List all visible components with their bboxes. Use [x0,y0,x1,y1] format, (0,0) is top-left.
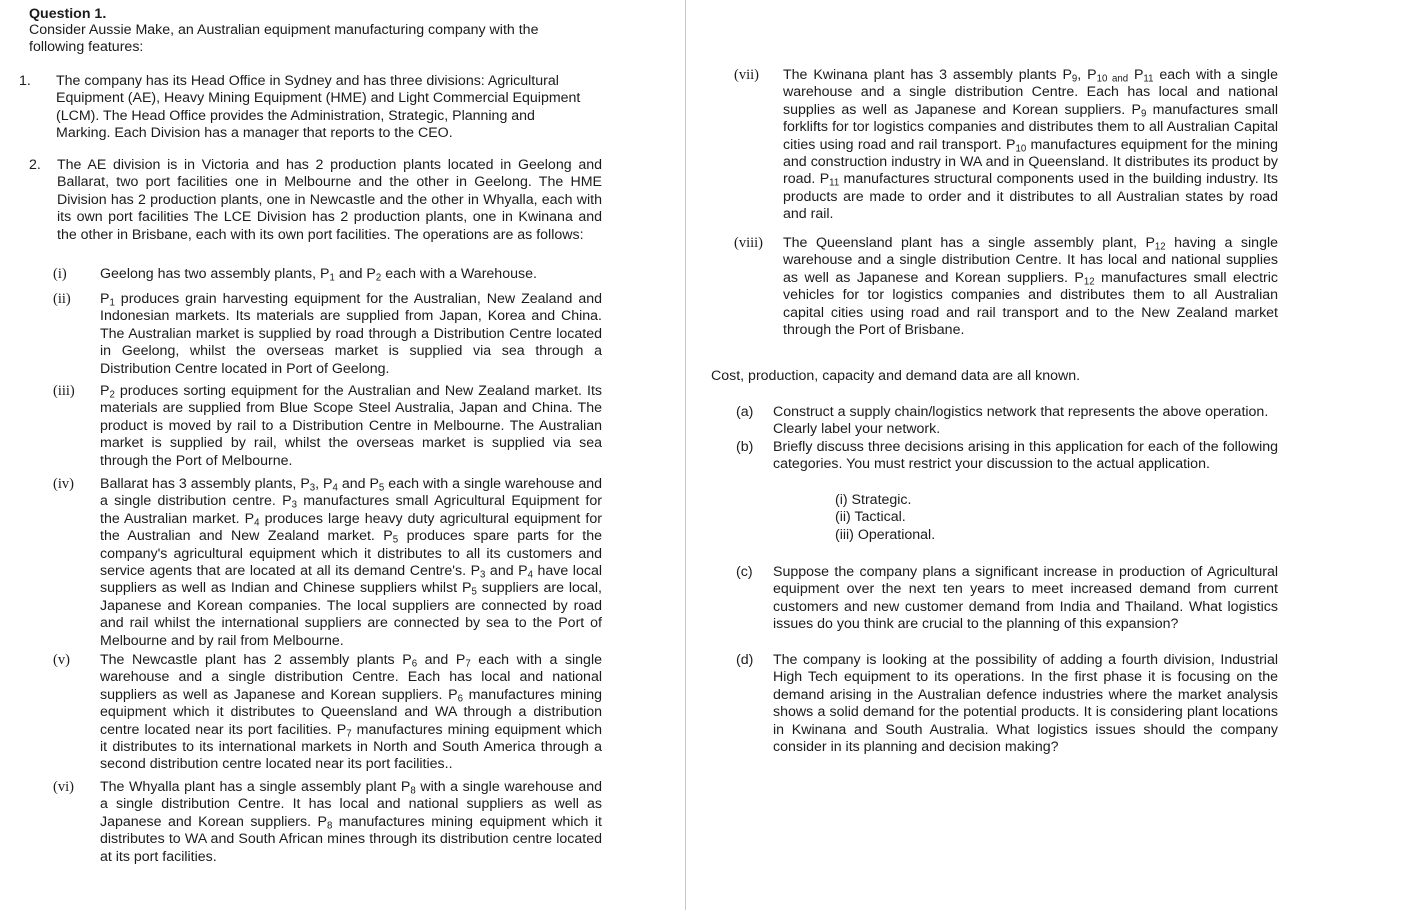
part-text: Construct a supply chain/logistics network that represents the above operation. Clearly label your network. [773,404,1269,438]
point-text: The company has its Head Office in Sydney and has three divisions: Agricultural Equipment (AE), Heavy Mining Equipment (HME) and Light Commercial Equipment (LCM). The Head Office provides the Administration, Strategic, Planning and Marking. Each Division has a manager that reports to the CEO. [56,73,581,142]
part-text: Suppose the company plans a significant increase in production of Agricultural equipment over the next ten years to meet increased demand from current customers and new customer demand from India and Thailand. What logistics issues do you think are crucial to the planning of this expansion? [773,564,1278,633]
known-data-statement: Cost, production, capacity and demand data are all known. [711,368,1081,384]
question-intro: Consider Aussie Make, an Australian equipment manufacturing company with the following features: [29,22,539,56]
item-text: $P_2$ produces sorting equipment for the Australian and New Zealand market. Its materials are supplied from Blue Scope Steel Australia, Japan and China. The product is moved by rail to a Distribution Centre in Melbourne. The Australian market is supplied by rail, whilst the overseas market is supplied via sea through the Port of Melbourne. [100,383,602,469]
item-text: The Newcastle plant has 2 assembly plants $P_6$ and $P_7$ each with a single warehouse and a single distribution Centre. Each has local and national suppliers as well as Japanese and Korean suppliers. $P_6$ manufactures mining equipment which it distributes to Queensland and WA through a distribution centre located near its port facilities. $P_7$ manufactures mining equipment which it distributes to its international markets in North and South America through a second distribution centre located near its port facilities.. [100,652,602,773]
point-number: 2. [29,157,41,173]
item-number: (vi) [53,779,74,795]
item-text: Geelong has two assembly plants, $P_1$ and $P_2$ each with a Warehouse. [100,266,537,284]
item-text: Ballarat has 3 assembly plants, $P_3$, $P_4$ and $P_5$ each with a single warehouse and a single distribution centre. $P_3$ manufactures small Agricultural Equipment for the Australian market. $P_4$ produces large heavy duty agricultural equipment for the Australian and New Zealand market. $P_5$ produces spare parts for the company's agricultural equipment which it distributes to all its customers and service agents that are located at all its demand Centre's. $P_3$ and $P_4$ have local suppliers as well as Indian and Chinese suppliers whilst $P_5$ suppliers are local, Japanese and Korean companies. The local suppliers are connected by road and rail whilst the international suppliers are connected by sea to the Port of Melbourne and by rail from Melbourne. [100,476,602,649]
item-text: The Kwinana plant has 3 assembly plants $P_9$, $P_{10 and}$ $P_{11}$ each with a single warehouse and a single distribution Centre. Each has local and national supplies as well as Japanese and Korean suppliers. $P_9$ manufactures small forklifts for tor logistics companies and distributes them to all Australian Capital cities using road and rail transport. $P_{10}$ manufactures equipment for the mining and construction industry in WA and in Queensland. It distributes its product by road. $P_{11}$ manufactures structural components used in the building industry. Its products are made to order and it distributes to all Australian states by road and rail. [783,67,1279,223]
item-text: The Whyalla plant has a single assembly plant $P_8$ with a single warehouse and a single distribution Centre. It has local and national suppliers as well as Japanese and Korean suppliers. $P_8$ manufactures mining equipment which it distributes to WA and South African mines through its distribution centre located at its port facilities. [100,779,602,865]
part-label: (d) [736,652,754,668]
part-text: Briefly discuss three decisions arising in this application for each of the following categories. You must restrict your discussion to the actual application. [773,439,1278,473]
category-item: (iii) Operational. [835,526,936,543]
item-number: (iii) [53,383,75,399]
question-title: Question 1. [29,6,107,22]
item-number: (vii) [734,67,759,83]
item-text: The Queensland plant has a single assembly plant, $P_{12}$ having a single warehouse and a single distribution Centre. It has local and national supplies as well as Japanese and Korean suppliers. $P_{12}$ manufactures small electric vehicles for tor logistics companies and distributes them to all Australian capital cities using road and rail transport and to the New Zealand market through the Port of Brisbane. [783,235,1279,339]
item-number: (i) [53,266,67,282]
page-divider [685,0,686,910]
point-text: The AE division is in Victoria and has 2 production plants located in Geelong and Ballarat, two port facilities one in Melbourne and the other in Geelong. The HME Division has 2 production plants, one in Newcastle and the other in Whyalla, each with its own port facilities The LCE Division has 2 production plants, one in Kwinana and the other in Brisbane, each with its own port facilities. The operations are as follows: [57,157,602,243]
point-number: 1. [19,73,31,89]
part-label: (b) [736,439,754,455]
item-number: (iv) [53,476,74,492]
part-text: The company is looking at the possibility of adding a fourth division, Industrial High Tech equipment to its operations. In the first phase it is focusing on the demand arising in the Australian defence industries where the market analysis shows a solid demand for the potential products. It is considering plant locations in Kwinana and South Australia. What logistics issues should the company consider in its planning and decision making? [773,652,1278,756]
category-list [835,492,935,544]
category-item: (ii) Tactical. [835,509,906,526]
item-number: (ii) [53,291,71,307]
item-number: (viii) [734,235,763,251]
item-number: (v) [53,652,70,668]
item-text: $P_1$ produces grain harvesting equipment for the Australian, New Zealand and Indonesian markets. Its materials are supplied from Japan, Korea and China. The Australian market is supplied by road through a Distribution Centre located in Geelong, whilst the overseas market is supplied via sea through a Distribution Centre located in Port of Geelong. [100,291,602,377]
part-label: (c) [736,564,753,580]
part-label: (a) [736,404,754,420]
category-item: (i) Strategic. [835,492,912,508]
